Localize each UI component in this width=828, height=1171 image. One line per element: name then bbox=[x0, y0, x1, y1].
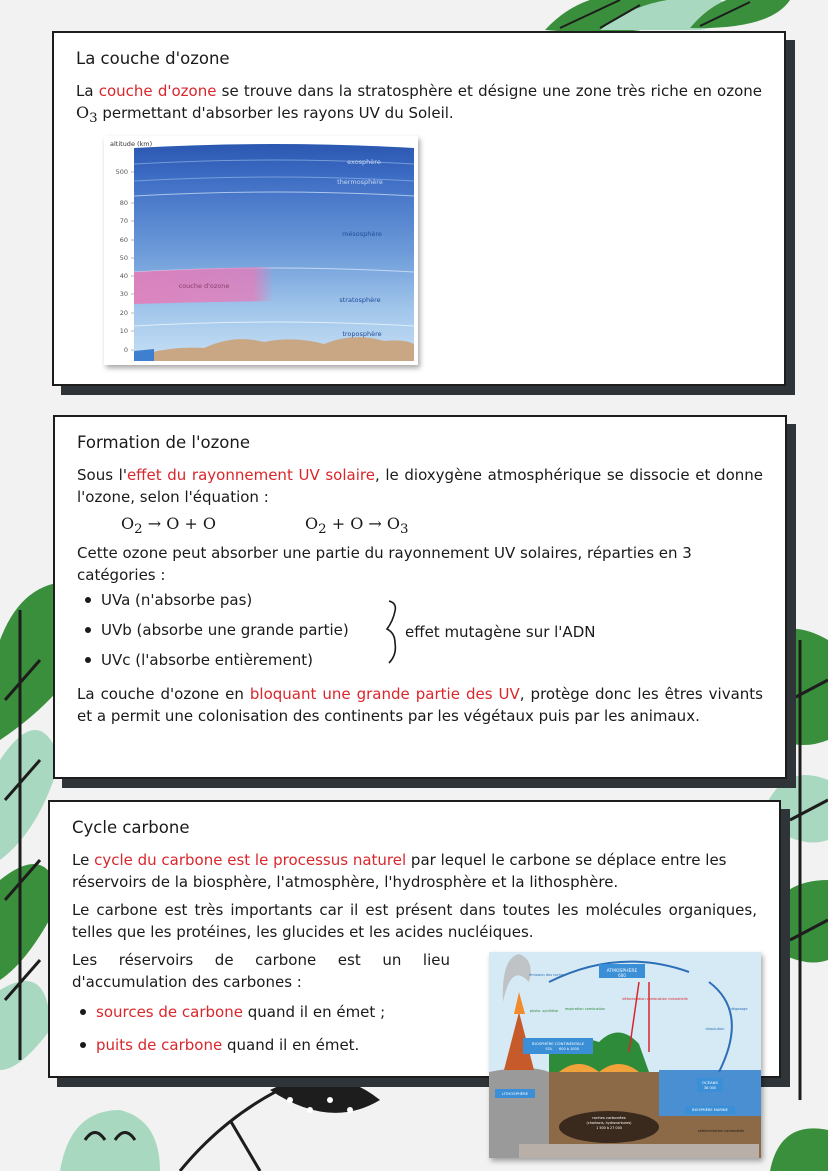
ozone-formation-card bbox=[53, 415, 787, 779]
label-exosphere: exosphère bbox=[347, 158, 381, 166]
ozone-layer-card bbox=[52, 31, 786, 386]
carbon-cycle-figure bbox=[489, 952, 761, 1158]
oceans-value: 38 000 bbox=[703, 1086, 717, 1090]
atmosphere-value: 600 bbox=[618, 973, 626, 978]
biosphere-continental-label: BIOSPHÈRE CONTINENTALE bbox=[531, 1041, 585, 1046]
brace-icon bbox=[383, 599, 403, 665]
tick-30: 30 bbox=[119, 290, 128, 298]
rocks-value: 1 500 à 27 000 bbox=[596, 1126, 622, 1130]
tick-70: 70 bbox=[119, 217, 128, 225]
atmosphere-layers-figure bbox=[104, 136, 418, 365]
bottom-branch-decoration bbox=[60, 1077, 380, 1171]
tick-40: 40 bbox=[119, 272, 128, 280]
uv-list-item: UVa (n'absorbe pas) bbox=[77, 589, 763, 619]
label-stratosphere: stratosphère bbox=[339, 296, 381, 304]
atmosphere-layers-chart bbox=[104, 136, 418, 365]
tick-0: 0 bbox=[123, 346, 128, 354]
degassing-label: dégazage bbox=[730, 1007, 748, 1011]
label-ozone-layer: couche d'ozone bbox=[178, 282, 230, 290]
ozone-formula: $O_3$ bbox=[76, 103, 98, 127]
sol-label: SOL bbox=[545, 1047, 553, 1051]
ozone-protection-paragraph: La couche d'ozone en bloquant une grande partie des UV, protège donc les êtres vivants et a permit une colonisation des continents par les végétaux puis par les animaux. bbox=[77, 685, 763, 725]
tick-60: 60 bbox=[119, 236, 128, 244]
rocks-label: roches carbonées bbox=[592, 1115, 626, 1120]
carbon-cycle-diagram bbox=[489, 952, 761, 1158]
uv-effect-highlight: effet du rayonnement UV solaire bbox=[126, 466, 375, 484]
ozone-formation-intro: Sous l'effet du rayonnement UV solaire, le dioxygène atmosphérique se dissocie et donne l'ozone, selon l'équation : bbox=[77, 466, 763, 506]
uv-list-item: UVc (l'absorbe entièrement) bbox=[77, 649, 763, 671]
ozone-formation-title: Formation de l'ozone bbox=[77, 433, 250, 452]
uv-list-block bbox=[77, 589, 763, 677]
photosynthesis-label: photo- synthèse bbox=[529, 1009, 559, 1013]
carbon-cycle-highlight: cycle du carbone est le processus naturel bbox=[94, 851, 407, 869]
ozone-layer-title: La couche d'ozone bbox=[76, 49, 230, 68]
carbon-reservoir-paragraph: Les réservoirs de carbone est un lieu d'accumulation des carbones : bbox=[72, 951, 450, 991]
label-thermosphere: thermosphère bbox=[337, 178, 383, 186]
carbon-importance-paragraph: Le carbone est très importants car il est présent dans toutes les molécules organiques, telles que les protéines, les glucides et les acides nucléiques. bbox=[72, 901, 757, 941]
tick-80: 80 bbox=[119, 199, 128, 207]
tick-50: 50 bbox=[119, 254, 128, 262]
sol-value: 600 à 1000 bbox=[559, 1047, 579, 1051]
deforestation-label: déforestation combustion industrielle bbox=[622, 997, 688, 1001]
carbon-cycle-definition: Le cycle du carbone est le processus naturel par lequel le carbone se déplace entre les réservoirs de la biosphère, l'atmosphère, l'hydrosphère et la lithosphère. bbox=[72, 851, 727, 891]
uv-blocking-highlight: bloquant une grande partie des UV bbox=[249, 685, 520, 703]
equation-2: $O_2 + O \to O_3$ bbox=[305, 514, 409, 538]
top-leaves-decoration bbox=[545, 0, 790, 33]
tick-500: 500 bbox=[115, 168, 128, 176]
uv-list-item: UVb (absorbe une grande partie) bbox=[77, 619, 763, 649]
carbonate-sedimentation-label: sédimentation carbonatée bbox=[697, 1129, 745, 1133]
mutagenic-effect-label: effet mutagène sur l'ADN bbox=[405, 623, 596, 641]
rocks-sublabel: (charbons, hydrocarbures) bbox=[586, 1121, 632, 1125]
tick-10: 10 bbox=[119, 327, 128, 335]
oceans-label: OCÉANS bbox=[702, 1080, 718, 1085]
emission-label: émission des roches bbox=[529, 973, 565, 977]
carbon-source-item: sources de carbone quand il en émet ; bbox=[72, 1001, 757, 1023]
equation-1: $O_2 \to O + O$ bbox=[121, 514, 216, 538]
axis-title: altitude (km) bbox=[110, 140, 153, 148]
carbon-sink-item: puits de carbone quand il en émet. bbox=[72, 1034, 757, 1056]
ozone-layer-paragraph: La couche d'ozone se trouve dans la stratosphère et désigne une zone très riche en ozone $O_3$ permettant d'absorber les rayons UV du Soleil. bbox=[76, 82, 763, 127]
lithosphere-label: LITHOSPHÈRE bbox=[501, 1091, 529, 1096]
respiration-label: respiration combustion bbox=[564, 1007, 606, 1011]
label-mesosphere: mésosphère bbox=[342, 230, 382, 238]
label-troposphere: troposphère bbox=[342, 330, 382, 338]
carbon-cycle-title: Cycle carbone bbox=[72, 818, 190, 837]
dissolution-label: dissolution bbox=[705, 1027, 725, 1031]
tick-20: 20 bbox=[119, 309, 128, 317]
equations-row bbox=[77, 508, 763, 542]
uv-categories-intro: Cette ozone peut absorber une partie du rayonnement UV solaires, réparties en 3 catégories : bbox=[77, 544, 692, 584]
ozone-layer-highlight: couche d'ozone bbox=[98, 82, 217, 100]
biosphere-marine-label: BIOSPHÈRE MARINE bbox=[692, 1108, 728, 1112]
atmosphere-label: ATMOSPHÈRE bbox=[606, 969, 638, 974]
